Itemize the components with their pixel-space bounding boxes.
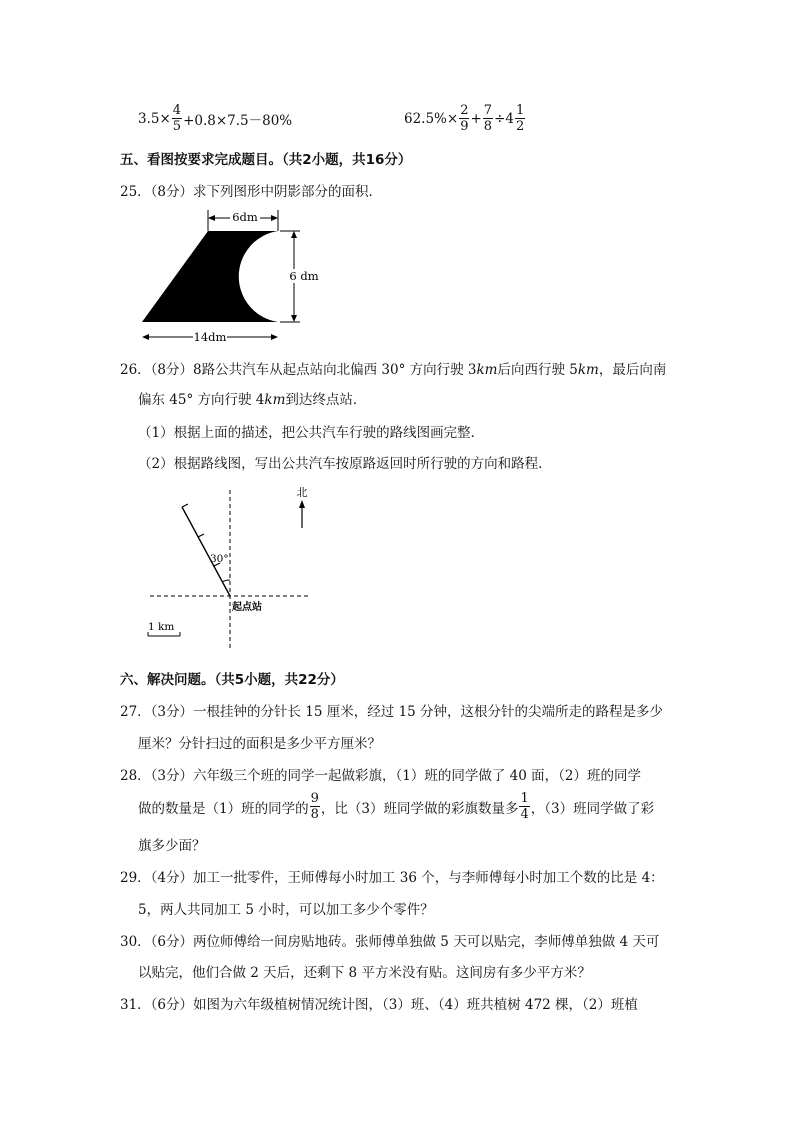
question-28-line-2 xyxy=(138,792,654,821)
fraction-denominator: 9 xyxy=(460,119,469,134)
question-29-line-1: 29．（4分）加工一批零件，王师傅每小时加工 36 个，与李师傅每小时加工个数的比是 4： xyxy=(120,870,664,886)
fraction xyxy=(310,792,320,821)
fraction-numerator: 4 xyxy=(172,103,182,118)
question-30-line-2: 以贴完，他们合做 2 天后，还剩下 8 平方米没有贴。这间房有多少平方米？ xyxy=(138,965,591,981)
q26-text: 后向西行驶 5 xyxy=(497,362,578,378)
fraction-denominator: 2 xyxy=(515,119,525,134)
q26-text: 到达终点站． xyxy=(285,392,367,408)
q26-route-map xyxy=(140,480,320,652)
calc-expression-1 xyxy=(138,104,292,133)
q25-figure xyxy=(138,206,320,344)
section-heading-5: 五、看图按要求完成题目。（共2小题，共16分） xyxy=(120,152,412,168)
arrow-head xyxy=(208,215,215,221)
calc-expression-2 xyxy=(404,104,526,133)
arrow-head xyxy=(291,231,297,238)
label-right: 6 dm xyxy=(289,269,319,283)
unit-km: km xyxy=(264,392,286,408)
fraction xyxy=(483,104,493,133)
north-label: 北 xyxy=(296,486,308,499)
question-27-line-2: 厘米？分针扫过的面积是多少平方厘米？ xyxy=(138,736,381,752)
question-27-line-1: 27．（3分）一根挂钟的分针长 15 厘米，经过 15 分钟，这根分针的尖端所走的路程是多少 xyxy=(120,704,664,720)
q28-text: 做的数量是（1）班的同学的 xyxy=(138,800,309,817)
question-29-line-2: 5，两人共同加工 5 小时，可以加工多少个零件？ xyxy=(138,902,434,918)
q28-text: ，比（3）班同学做的彩旗数量多 xyxy=(320,800,519,817)
fraction-numerator: 7 xyxy=(483,103,493,118)
fraction-denominator: 8 xyxy=(483,119,493,134)
calc-expr2-part-a: 62.5%× xyxy=(404,110,459,127)
question-26-sub-1: （1）根据上面的描述，把公共汽车行驶的路线图画完整． xyxy=(138,425,485,441)
q28-text: ，（3）班同学做了彩 xyxy=(530,800,655,817)
route-segment-1 xyxy=(182,507,230,596)
fraction-numerator: 1 xyxy=(515,103,525,118)
north-arrow-head xyxy=(299,500,305,508)
arrow-head xyxy=(291,315,297,322)
fraction xyxy=(519,792,529,821)
route-tick xyxy=(198,534,204,537)
fraction-denominator: 8 xyxy=(310,807,319,822)
fraction xyxy=(459,104,469,133)
arrow-head xyxy=(271,215,278,221)
section-heading-6: 六、解决问题。（共5小题，共22分） xyxy=(120,672,344,688)
calc-expr1-part-a: 3.5× xyxy=(138,110,171,127)
q26-text: 26．（8分）8路公共汽车从起点站向北偏西 30° 方向行驶 3 xyxy=(120,362,477,378)
label-top: 6dm xyxy=(232,210,258,224)
fraction xyxy=(515,104,525,133)
calc-expr2-plus: + xyxy=(470,110,482,127)
fraction-denominator: 4 xyxy=(520,807,529,822)
fraction xyxy=(172,104,182,133)
question-26-sub-2: （2）根据路线图，写出公共汽车按原路返回时所行驶的方向和路程． xyxy=(138,456,552,472)
unit-km: km xyxy=(577,362,599,378)
fraction-denominator: 5 xyxy=(172,119,182,134)
label-bottom: 14dm xyxy=(193,330,227,344)
arrow-head xyxy=(142,334,149,340)
question-26-line-2 xyxy=(138,388,366,408)
question-25-text: 25．（8分）求下列图形中阴影部分的面积． xyxy=(120,184,383,200)
question-28-line-1: 28．（3分）六年级三个班的同学一起做彩旗，（1）班的同学做了 40 面，（2）班的同学 xyxy=(120,768,641,784)
route-tick xyxy=(182,504,188,507)
start-station-label: 起点站 xyxy=(232,602,262,613)
arrow-head xyxy=(271,334,278,340)
question-26-line-1 xyxy=(120,358,666,378)
fraction-numerator: 9 xyxy=(310,791,319,806)
angle-arc xyxy=(222,580,230,582)
fraction-numerator: 1 xyxy=(520,791,529,806)
unit-km: km xyxy=(476,362,498,378)
angle-label: 30° xyxy=(210,553,229,565)
shaded-region xyxy=(142,231,278,322)
question-30-line-1: 30．（6分）两位师傅给一间房贴地砖。张师傅单独做 5 天可以贴完，李师傅单独做 4 天可 xyxy=(120,934,660,950)
calc-expr2-part-b: ÷4 xyxy=(494,110,514,127)
q26-text: ，最后向南 xyxy=(598,362,667,378)
calc-expr1-part-b: +0.8×7.5－80% xyxy=(183,112,293,129)
question-31-line-1: 31．（6分）如图为六年级植树情况统计图，（3）班、（4）班共植树 472 棵，（2）班植 xyxy=(120,997,638,1013)
q26-text: 偏东 45° 方向行驶 4 xyxy=(138,392,265,408)
question-28-line-3: 旗多少面？ xyxy=(138,838,206,854)
fraction-numerator: 2 xyxy=(460,103,469,118)
scale-label: 1 km xyxy=(148,621,175,633)
